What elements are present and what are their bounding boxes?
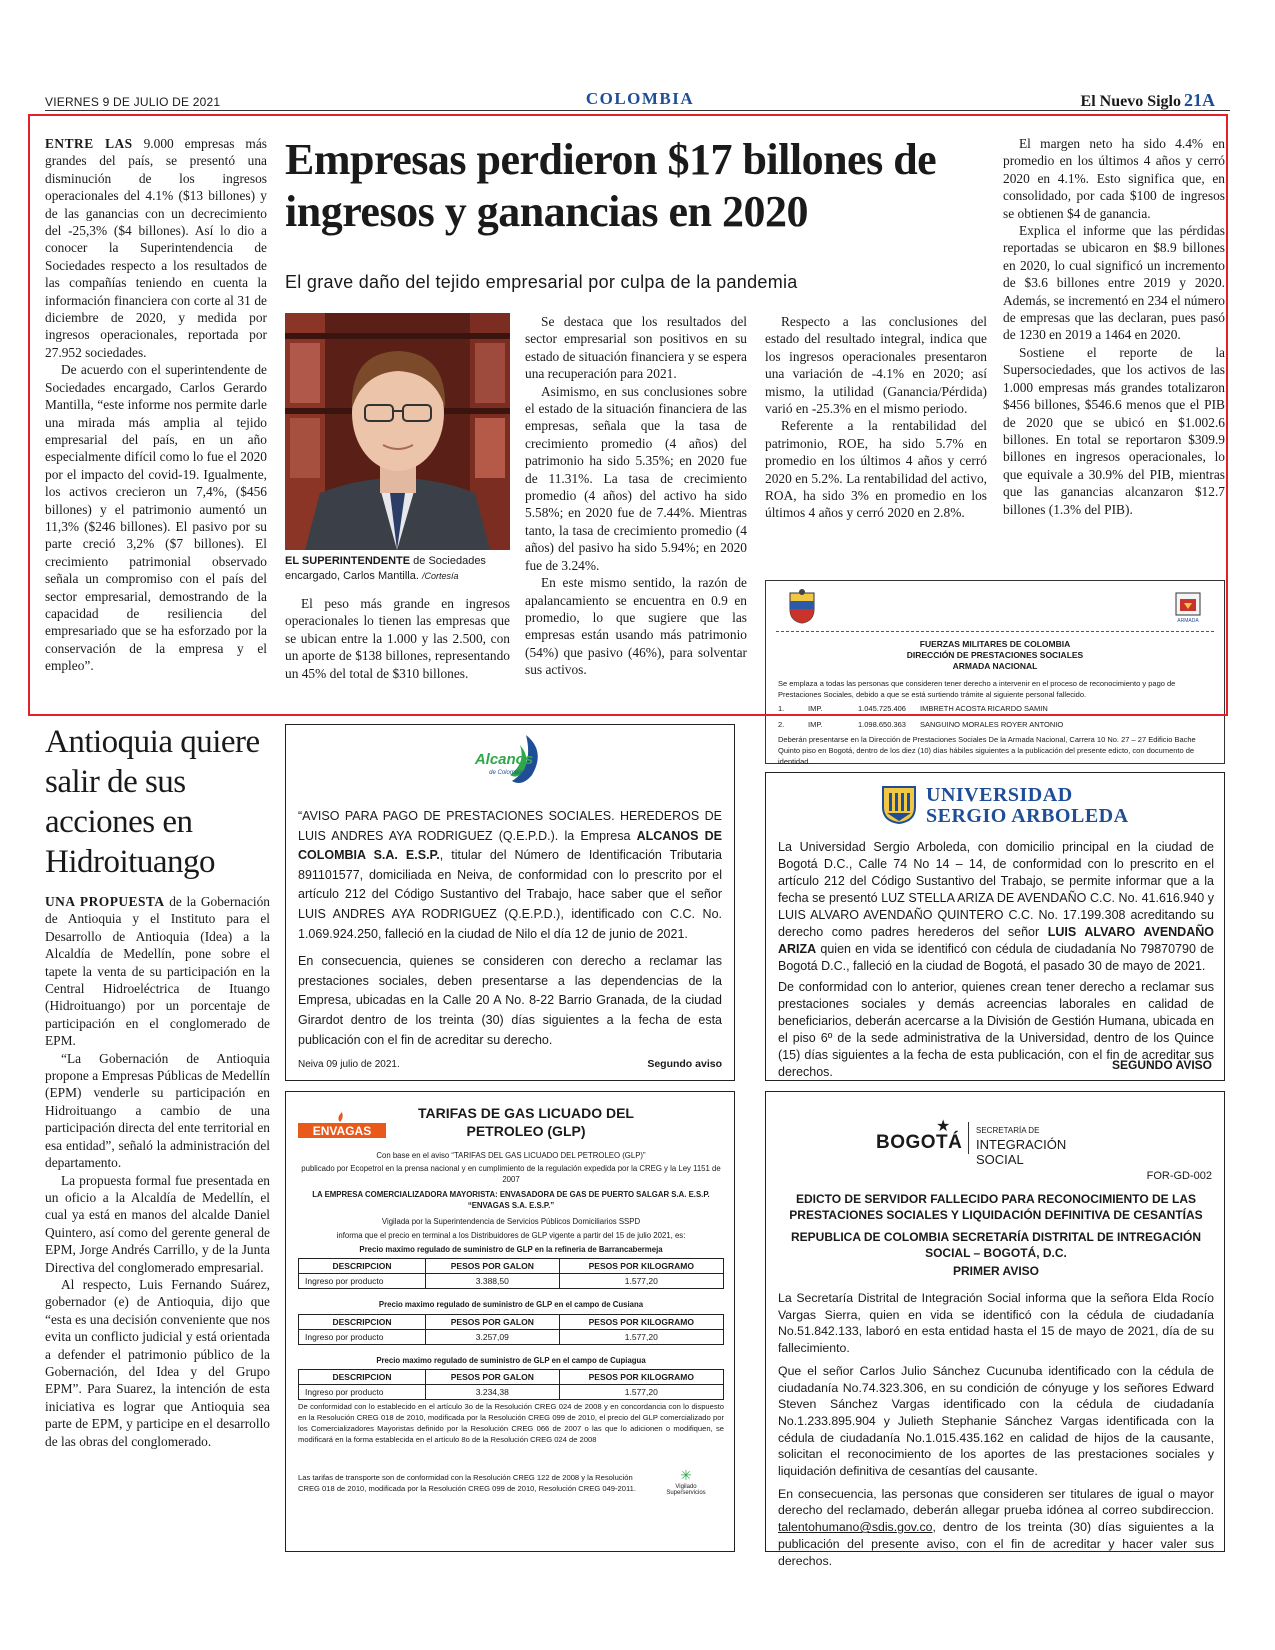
gas-table-title: Precio maximo regulado de suministro de GLP en el campo de Cusiana <box>378 1300 644 1309</box>
envagas-legal: Las tarifas de transporte son de conformidad con la Resolución CREG 122 de 2008 y la Resolución CREG 018 de 2010, modificada por la Resolución CREG 099 de 2010, Resolución CREG 049-2011. <box>298 1473 636 1493</box>
alcanos-logo <box>474 731 554 791</box>
envagas-tariffs <box>285 1091 735 1552</box>
notice-title: ARMADA NACIONAL <box>952 661 1038 671</box>
sergio-paragraph: De conformidad con lo anterior, quienes crean tener derecho a reclamar sus prestaciones sociales y demás acreencias laborales en calidad de beneficiarios, deberán acercarse a la División de Gestión Humana, ubicada en el piso 6º de la sede administrativa de la Universidad, dentro de los Quince (15) días siguientes a la fecha de esta publicación, con el fin de acreditar sus derechos. <box>778 980 1214 1079</box>
alcanos-text: “AVISO PARA PAGO DE PRESTACIONES SOCIALES. HEREDEROS DE LUIS ANDRES AYA RODRIGUEZ (Q.E.P.D.). la Empresa ALCANOS DE COLOMBIA S.A. E.S.P., titular del Número de Identificación Tributaria 891101577, domiciliada en Neiva, de conformidad con lo prescrito por el artículo 212 del Código Sustantivo del Trabajo, hace saber que el señor LUIS ANDRES AYA RODRIGUEZ (Q.E.P.D.), identificado con C.C. No. 1.069.924.250, falleció en la ciudad de Nilo el día 12 de junio de 2021. En consecuencia, quienes se consideren con derecho a reclamar las prestaciones sociales, deben presentarse a las dependencias de la Empresa, ubicadas en la Calle 20 A No. 8-22 Barrio Granada, de la ciudad Girardot dentro de los treinta (30) días siguientes a la fecha de esta publicación con el fin de acreditar su derecho. <box>298 807 722 1050</box>
envagas-logo-text: ENVAGAS <box>312 1124 372 1138</box>
caption-text: de Sociedades encargado, Carlos Mantilla. <box>285 555 486 582</box>
seal-label: ARMADA <box>1177 618 1199 624</box>
alcanos-date: Neiva 09 julio de 2021. <box>298 1059 400 1070</box>
page-date: VIERNES 9 DE JULIO DE 2021 <box>45 95 221 109</box>
story-paragraph: 9.000 empresas más grandes del país, se presentó una disminución de los ingresos operacionales del 4.1% ($13 billones) y de las ganancias con un decrecimiento del -25,3% ($4 billones). Así lo dio a conocer la Superintendencia de Sociedades respecto a los resultados de las compañías teniendo en cuenta la información financiera con corte al 31 de diciembre de 2020, y medida por ingresos operacionales, reportada por 27.952 sociedades. <box>45 136 267 360</box>
story-paragraph: de la Gobernación de Antioquia y el Instituto para el Desarrollo de Antioquia (Idea) a la Alcaldía de Medellín, pone sobre el tapete la venta de su participación en la Central Hidroeléctrica de Ituango (Hidroituango) por un porcentaje de participación en el conglomerado de EPM. <box>45 894 270 1049</box>
antioquia-body <box>45 893 270 1450</box>
page-number: 21A <box>1184 90 1215 110</box>
gas-price-table: DESCRIPCION PESOS POR GALON PESOS POR KILOGRAMO Ingreso por producto 3.388,50 1.577,20 <box>298 1258 724 1289</box>
sergio-arboleda-notice <box>765 772 1225 1081</box>
notice-footer: Deberán presentarse en la Dirección de Prestaciones Sociales De la Armada Nacional, Carrera 10 No. 27 – 27 Edificio Bache Quinto piso en Bogotá, dentro de los diez (10) días hábiles siguientes a la publicación del presente edicto, con documento de identidad. <box>778 735 1196 766</box>
notice-row: 2. IMP. 1.098.650.363 SANGUINO MORALES ROYER ANTONIO <box>778 720 1064 729</box>
bogota-wordmark: BOGOTÁ <box>876 1132 963 1153</box>
story-paragraph: Al respecto, Luis Fernando Suárez, gobernador (e) de Antioquia, dijo que “esta es una decisión conveniente que nos evita un conflicto judicial y está orientada a defender el patrimonio público de la Gobernación, del Idea y del Grupo EPM”. Para Suarez, la intención de esta iniciativa es lograr que Antioquia sea parte de EPM, y participe en el desarrollo de las obras del conglomerado. <box>45 1276 270 1449</box>
story-paragraph: El peso más grande en ingresos operacionales lo tienen las empresas que se ubican entre la 1.000 y las 2.500, con un aporte de $138 billones, representando un 45% del total de $310 billones. <box>285 596 510 681</box>
envagas-line: LA EMPRESA COMERCIALIZADORA MAYORISTA: ENVASADORA DE GAS DE PUERTO SALGAR S.A. E.S.P. “ENVAGAS S.A. E.S.P.” <box>312 1190 710 1210</box>
envagas-line: publicado por Ecopetrol en la prensa nacional y en cumplimiento de la regulación expedida por la CREG y la Ley 1151 de 2007 <box>301 1164 721 1184</box>
caption-lead: EL SUPERINTENDENTE <box>285 555 411 567</box>
story-paragraph: Se destaca que los resultados del sector empresarial son positivos en su estado de situación financiera y se espera una recuperación para 2021. <box>525 314 747 382</box>
story-paragraph: En este mismo sentido, la razón de apalancamiento se encuentra en 0.9 en promedio, lo que sugiere que las empresas están usando más patrimonio (54%) que pasivo (46%), para solventar sus activos. <box>525 575 747 678</box>
alcanos-paragraph: En consecuencia, quienes se consideren con derecho a reclamar las prestaciones sociales, deben presentarse a las dependencias de la Empresa, ubicadas en la Calle 20 A No. 8-22 Barrio Granada, de la ciudad Girardot dentro de los treinta (30) días siguientes a la fecha de esta publicación con el fin de acreditar su derecho. <box>298 954 722 1047</box>
story-paragraph: La propuesta formal fue presentada en un oficio a la Alcaldía de Medellín, el cual ya está en manos del alcalde Daniel Quintero, así como del gerente general de EPM, Jorge Andrés Carrillo, y de la Junta Directiva del conglomerado empresarial. <box>45 1172 270 1275</box>
notice-intro: Se emplaza a todas las personas que consideren tener derecho a intervenir en el proceso de reconocimiento y pago de Prestaciones Sociales, debido a que se está surtiendo trámite al siguiente personal fallecido. <box>778 679 1176 699</box>
highlight-frame <box>28 114 1228 716</box>
story-paragraph: Sostiene el reporte de la Supersociedades, que los activos de las 1.000 empresas más grandes totalizaron $456 billones, $546.6 menos que el PIB de 2020 que se ubicó en $1.002.6 billones. En total se reportaron $309.9 billones en ingresos operacionales, lo que equivale a 30.9% del PIB, mientras que las ganancias alcanzaron $12.7 billones (1.3% del PIB). <box>1003 344 1225 517</box>
notice-row: 1. IMP. 1.045.725.406 IMBRETH ACOSTA RICARDO SAMIN <box>778 704 1048 713</box>
bogota-integracion-notice <box>765 1091 1225 1568</box>
notice-title: FUERZAS MILITARES DE COLOMBIA <box>919 639 1071 649</box>
department-name: INTEGRACIÓN SOCIAL <box>976 1137 1067 1167</box>
story-lead-in: ENTRE LAS <box>45 136 133 151</box>
sergio-notice-number: SEGUNDO AVISO <box>1111 1058 1212 1072</box>
envagas-logo <box>298 1112 386 1138</box>
alcanos-notice <box>285 724 735 1081</box>
superservicios-seal: ✳ Vigilado Superservicios <box>658 1467 714 1497</box>
gas-table-title: Precio maximo regulado de suministro de GLP en la refineria de Barrancabermeja <box>359 1245 663 1254</box>
main-headline: Empresas perdieron $17 billones de ingresos y ganancias en 2020 <box>285 135 937 236</box>
alcanos-notice-number: Segundo aviso <box>647 1058 722 1070</box>
university-shield-icon <box>881 785 917 825</box>
header-divider <box>45 110 1230 111</box>
envagas-line: informa que el precio en terminal a los Distribuidores de GLP vigente a partir del 15 de julio 2021, es: <box>336 1231 686 1240</box>
paper-name: El Nuevo Siglo <box>1080 93 1181 110</box>
star-icon: ★ <box>936 1118 951 1135</box>
story-paragraph: Explica el informe que las pérdidas reportadas se ubicaron en $8.9 billones en 2020, lo cual significó un incremento de $3.6 billones entre 2019 y 2020. Además, se incrementó en 234 el número de empresas que las declaran, pues pasó de 1230 en 2019 a 1464 en 2020. <box>1003 223 1225 343</box>
story-paragraph: Asimismo, en sus conclusiones sobre el estado de la situación financiera de las empresas, señala que la tasa de crecimiento promedio (4 años) del patrimonio ha sido 5.35%; en 2020 fue de 11.31%. La tasa de crecimiento promedio (4 años) del activo ha sido 5.58%; en 2020 fue de 7.44%. Mientras tanto, la tasa de crecimiento promedio (4 años) del pasivo ha sido 5.94%; en 2020 fue de 3.24%. <box>525 383 747 573</box>
superservicios-icon: ✳ <box>680 1467 692 1483</box>
form-code: FOR-GD-002 <box>1146 1170 1212 1182</box>
edict-paragraph: Que el señor Carlos Julio Sánchez Cucunuba identificado con la cédula de ciudadanía No.74.323.306, en su condición de cónyuge y los señores Edward Steven Sánchez Vargas identificado con la cédula de ciudadanía No.1.233.895.904 y Julieth Stephanie Sánchez Vargas identificada con la cédula de ciudadanía No.1.015.435.162 en calidad de hijos de la causante, solicitan el reconocimiento de los aportes de las prestaciones sociales y liquidación definitiva de cesantías del causante. <box>778 1363 1214 1479</box>
bogota-logo <box>876 1116 1116 1167</box>
edict-text <box>778 1290 1214 1569</box>
story-paragraph: “La Gobernación de Antioquia propone a Empresas Públicas de Medellín (EPM) venderle su participación en Hidroituango a cambio de una participación directa del ente territorial en esa entidad”, señaló la administración del departamento. <box>45 1050 270 1171</box>
department-line: SECRETARÍA DE <box>976 1126 1040 1135</box>
newspaper-name <box>1081 90 1215 111</box>
envagas-line: Vigilada por la Superintendencia de Servicios Públicos Domiciliarios SSPD <box>381 1217 641 1226</box>
antioquia-headline: Antioquia quiere salir de sus acciones en Hidroituango <box>45 724 260 880</box>
section-title: COLOMBIA <box>585 89 695 108</box>
caption-credit: /Cortesía <box>421 571 459 581</box>
alcanos-logo-sub: de Colombia <box>489 770 523 776</box>
gas-table-title: Precio maximo regulado de suministro de GLP en el campo de Cupiagua <box>376 1356 646 1365</box>
story-paragraph: El margen neto ha sido 4.4% en promedio en los últimos 4 años y cerró 2020 en 4.1%. Esto significa que, en consolidado, por cada $100 de ingresos se obtienen $4 de ganancia. <box>1003 136 1225 221</box>
edict-title: EDICTO DE SERVIDOR FALLECIDO PARA RECONOCIMIENTO DE LAS PRESTACIONES SOCIALES Y LIQUIDACIÓN DEFINITIVA DE CESANTÍAS <box>789 1192 1203 1222</box>
envagas-legal: De conformidad con lo establecido en el artículo 3o de la Resolución CREG 024 de 2008 y en concordancia con lo dispuesto en la Resolución CREG 018 de 2010, modificada por la Resolución CREG 099 de 2010, el precio del GLP comercializado por los Comercializadores Mayoristas definido por la Resolución CREG 066 de 2007 o las que lo adicionen o modifiquen, se modificará en la forma establecida en el artículo 8o de la Resolución CREG 024 de 2008 <box>298 1402 724 1444</box>
notice-title: DIRECCIÓN DE PRESTACIONES SOCIALES <box>906 650 1084 660</box>
sergio-text: La Universidad Sergio Arboleda, con domicilio principal en la ciudad de Bogotá D.C., Calle 74 No 14 – 14, de conformidad con lo prescrito en el artículo 212 del Código Sustantivo del Trabajo, se permite informar que a la fecha se presentó LUZ STELLA ARIZA DE AVENDAÑO C.C. No. 41.616.940 y LUIS ALVARO AVENDAÑO QUINTERO C.C. No. 17.199.308 acreditando su derecho como padres herederos del señor LUIS ALVARO AVENDAÑO ARIZA quien en vida se identificó con cédula de ciudadanía No 79870790 de Bogotá D.C., falleció en la ciudad de Bogotá, el pasado 30 de mayo de 2021. De conformidad con lo anterior, quienes crean tener derecho a reclamar sus prestaciones sociales y demás acreencias laborales en calidad de beneficiarios, deberán acercarse a la División de Gestión Humana, ubicada en el piso 6º de la sede administrativa de la Universidad, dentro de los Quince (15) días siguientes a la fecha de esta publicación, con el fin de acreditar sus derechos. <box>778 840 1214 1079</box>
main-subheadline: El grave daño del tejido empresarial por culpa de la pandemia <box>285 272 798 292</box>
company-name: ALCANOS DE COLOMBIA S.A. E.S.P. <box>298 828 722 863</box>
contact-email-link[interactable]: talentohumano@sdis.gov.co <box>778 1520 933 1535</box>
story-lead-in: UNA PROPUESTA <box>45 894 165 909</box>
gas-price-table: DESCRIPCION PESOS POR GALON PESOS POR KILOGRAMO Ingreso por producto 3.257,09 1.577,20 <box>298 1314 724 1345</box>
alcanos-logo-text: Alcanos <box>474 751 534 768</box>
edict-paragraph: La Secretaría Distrital de Integración Social informa que la señora Elda Rocío Vargas Sierra, quien en vida se identificó con la cédula de ciudadanía No.51.842.133, laboró en esta entidad hasta el 15 de mayo de 2021, día de su fallecimiento. <box>778 1291 1214 1356</box>
envagas-title: TARIFAS DE GAS LICUADO DEL PETROLEO (GLP) <box>418 1105 634 1139</box>
envagas-line: Con base en el aviso “TARIFAS DEL GAS LICUADO DEL PETROLEO (GLP)” <box>376 1151 646 1160</box>
edict-notice-number: PRIMER AVISO <box>952 1264 1039 1278</box>
story-paragraph: De acuerdo con el superintendente de Sociedades encargado, Carlos Gerardo Mantilla, “este informe nos permite darle una mirada más amplia al tejido empresarial del país, en un año especialmente difícil como lo fue el 2020 por el impacto del covid-19. Igualmente, los activos crecieron un 7,4%, ($456 billones) y el patrimonio aumentó un 11,3% ($246 billones). El pasivo por su parte creció 3,2% ($7 billones). El crecimiento patrimonial observado señala un compromiso con el país del sector empresarial, demostrando de la capacidad de resiliencia del empresariado que se ha esforzado por la conservación de la empresa y el empleo”. <box>45 362 267 674</box>
gas-price-table: DESCRIPCION PESOS POR GALON PESOS POR KILOGRAMO Ingreso por producto 3.234,38 1.577,20 <box>298 1369 724 1400</box>
edict-issuer: REPUBLICA DE COLOMBIA SECRETARÍA DISTRITAL DE INTREGACIÓN SOCIAL – BOGOTÁ, D.C. <box>790 1230 1201 1260</box>
story-paragraph: Referente a la rentabilidad del patrimonio, ROE, ha sido 5.7% en promedio en los últimos 4 años y cerró 2020 en 5.2%. La rentabilidad del activo, ROA, ha sido 3% en promedio en los últimos 4 años y cerró 2020 en 2.8%. <box>765 418 987 521</box>
university-name: UNIVERSIDAD SERGIO ARBOLEDA <box>926 784 1129 827</box>
logo-divider <box>968 1122 969 1154</box>
edict-paragraph: En consecuencia, las personas que consideren ser titulares de igual o mayor derecho del reclamado, deberán allegar prueba idónea al correo subdireccion. talentohumano@sdis.gov.co, dentro de los treinta (30) días siguientes a la publicación del presente aviso, con el fin de acreditar y hacer valer sus derechos. <box>778 1486 1214 1568</box>
story-paragraph: Respecto a las conclusiones del estado del resultado integral, indica que los ingresos operacionales presentaron una variación de -4.1% en 2020; así mismo, la utilidad (Ganancia/Pérdida) varió en -25.3% en el mismo periodo. <box>765 314 987 417</box>
